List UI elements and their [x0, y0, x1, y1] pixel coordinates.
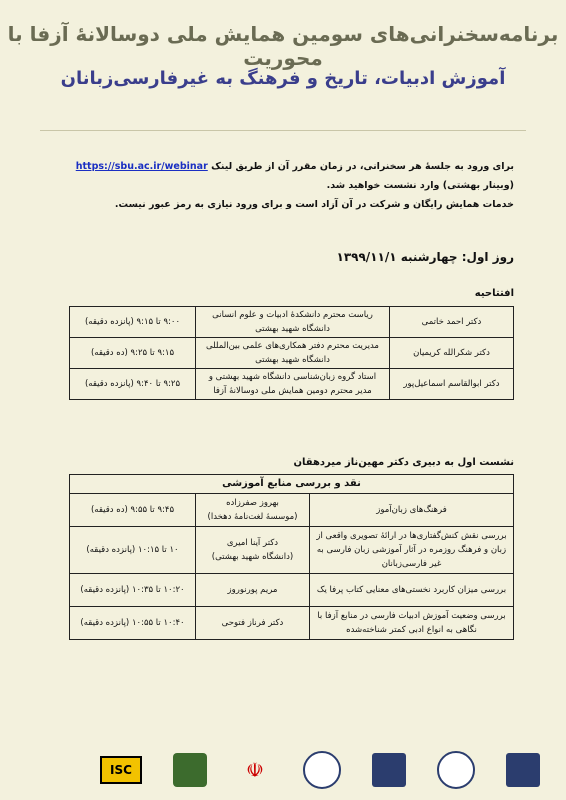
day-title: روز اول: چهارشنبه ۱۳۹۹/۱۱/۱ [336, 250, 514, 264]
intro-text [44, 157, 514, 214]
speaker-role: مدیریت محترم دفتر همکاری‌های علمی بین‌المللی دانشگاه شهید بهشتی [196, 338, 390, 369]
institute-logo [372, 753, 406, 787]
logo-strip [100, 750, 540, 790]
session-table [69, 474, 514, 640]
intro-line3: خدمات همایش رایگان و شرکت در آن آزاد است و برای ورود نیازی به رمز عبور نیست. [114, 199, 514, 210]
talk-topic: بررسی میزان کاربرد نخستی‌های معنایی کتاب پرفا یک [310, 574, 514, 607]
time-slot: ۹:۱۵ تا ۹:۲۵ (ده دقیقه) [70, 338, 196, 369]
table-row [70, 369, 514, 400]
poster-title: برنامه‌سخنرانی‌های سومین همایش ملی دوسالانهٔ آزفا با محوریت [7, 22, 559, 70]
university-seal-logo [303, 751, 341, 789]
opening-table [69, 306, 514, 400]
talk-topic: بررسی نقش کنش‌گفتاری‌ها در ارائهٔ تصویری واقعی از زبان و فرهنگ روزمره در آثار آموزشی زبان فارسی به غیر فارسی‌زبانان [310, 527, 514, 574]
table-row [70, 527, 514, 574]
poster-subtitle: آموزش ادبیات، تاریخ و فرهنگ به غیرفارسی‌زبانان [60, 68, 506, 89]
table-row [70, 307, 514, 338]
faculty-logo [506, 753, 540, 787]
talk-speaker: بهروز صفرزاده (موسسهٔ لغت‌نامهٔ دهخدا) [196, 494, 310, 527]
table-row [70, 574, 514, 607]
divider [40, 130, 526, 131]
talk-topic: فرهنگ‌های زبان‌آموز [310, 494, 514, 527]
table-row [70, 607, 514, 640]
time-slot: ۹:۰۰ تا ۹:۱۵ (پانزده دقیقه) [70, 307, 196, 338]
sbu-logo [437, 751, 475, 789]
session-title: نشست اول به دبیری دکتر مهین‌ناز میردهقان [293, 457, 514, 468]
isc-logo: ISC [100, 756, 142, 784]
time-slot: ۱۰:۴۰ تا ۱۰:۵۵ (پانزده دقیقه) [70, 607, 196, 640]
green-emblem-logo [173, 753, 207, 787]
opening-title: افتتاحیه [474, 288, 514, 299]
time-slot: ۹:۴۵ تا ۹:۵۵ (ده دقیقه) [70, 494, 196, 527]
table-row [70, 338, 514, 369]
talk-topic: بررسی وضعیت آموزش ادبیات فارسی در منابع آزفا با نگاهی به انواع ادبی کمتر شناخته‌شده [310, 607, 514, 640]
iran-emblem-logo: ☫ [246, 758, 264, 782]
talk-speaker: مریم پورنوروز [196, 574, 310, 607]
time-slot: ۱۰:۲۰ تا ۱۰:۳۵ (پانزده دقیقه) [70, 574, 196, 607]
speaker-role: استاد گروه زبان‌شناسی دانشگاه شهید بهشتی و مدیر محترم دومین همایش ملی دوسالانهٔ آزفا [196, 369, 390, 400]
speaker-name: دکتر شکرالله کریمیان [390, 338, 514, 369]
speaker-name: دکتر احمد خاتمی [390, 307, 514, 338]
speaker-role: ریاست محترم دانشکدهٔ ادبیات و علوم انسانی دانشگاه شهید بهشتی [196, 307, 390, 338]
session-header: نقد و بررسی منابع آموزشی [70, 475, 514, 494]
intro-line2: (وبینار بهشتی) وارد نشست خواهید شد. [326, 180, 514, 191]
talk-speaker: دکتر آینا امیری (دانشگاه شهید بهشتی) [196, 527, 310, 574]
time-slot: ۱۰ تا ۱۰:۱۵ (پانزده دقیقه) [70, 527, 196, 574]
time-slot: ۹:۲۵ تا ۹:۴۰ (پانزده دقیقه) [70, 369, 196, 400]
intro-line1: برای ورود به جلسهٔ هر سخنرانی، در زمان مقرر آن از طریق لینک [211, 161, 514, 172]
speaker-name: دکتر ابوالقاسم اسماعیل‌پور [390, 369, 514, 400]
table-row [70, 494, 514, 527]
talk-speaker: دکتر فرناز فتوحی [196, 607, 310, 640]
webinar-link[interactable]: https://sbu.ac.ir/webinar [75, 161, 208, 172]
